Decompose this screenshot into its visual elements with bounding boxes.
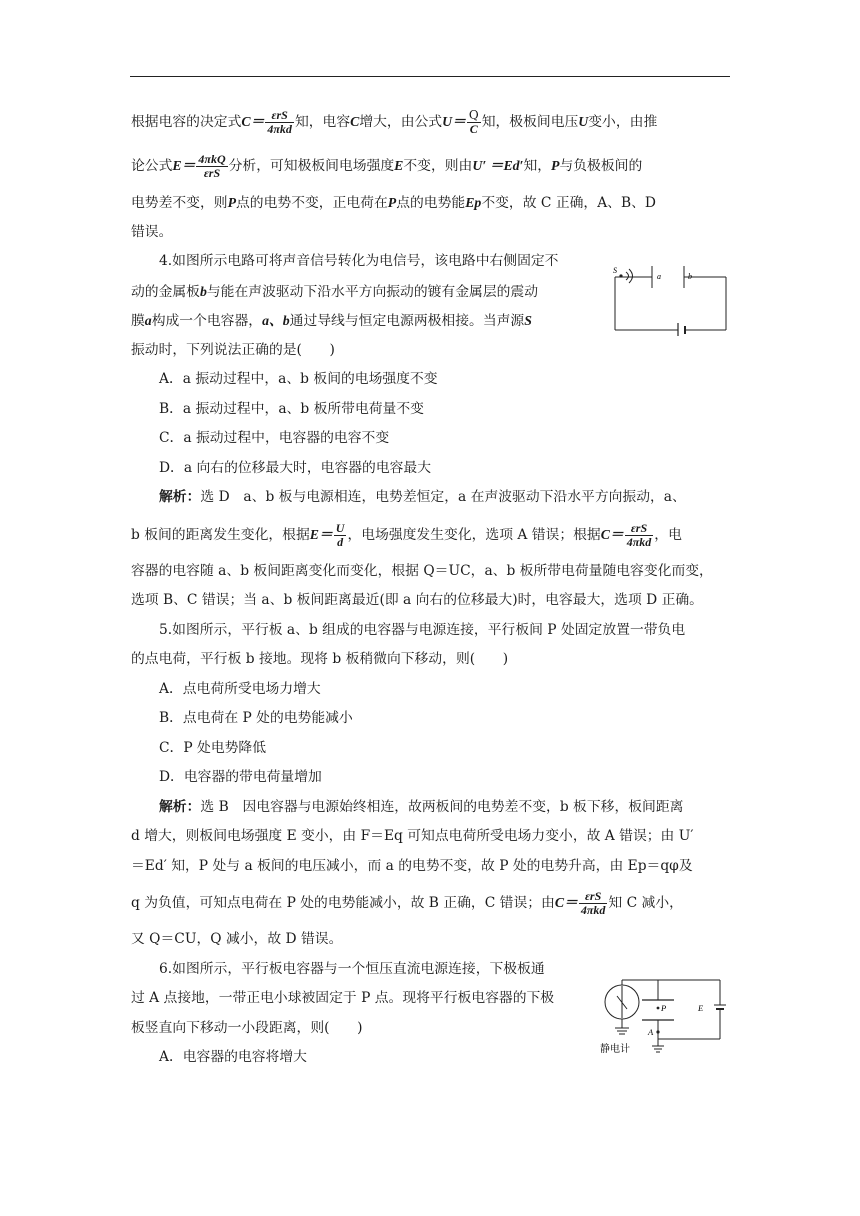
text: B．a 振动过程中，a、b 板所带电荷量不变 [159, 400, 424, 417]
q5-answer-line-3 [131, 852, 731, 882]
text: C．a 振动过程中，电容器的电容不变 [159, 430, 390, 446]
label-a: a [657, 272, 661, 281]
text: 电势差不变，则 [131, 195, 228, 211]
text: 知，极板间电压 [481, 114, 579, 130]
sound-wave-icon [626, 272, 629, 280]
answer-label: 解析： [159, 489, 201, 505]
text: 知 C 减小， [608, 895, 683, 911]
q5-line-1 [131, 616, 731, 646]
text: 通过导线与恒定电源两极相接。当声源 [289, 313, 525, 329]
text: B．点电荷在 P 处的电势能减小 [159, 710, 353, 726]
fraction-capacitance: $\frac{\text{εrS}}{\text{4πkd}}$ [580, 889, 606, 917]
text: b 板间的距离发生变化，根据 [131, 526, 310, 543]
q4-line-1 [131, 247, 629, 277]
q4-line-4 [131, 336, 731, 366]
formula-e: E＝ [309, 526, 333, 542]
text: 知， [523, 158, 552, 174]
text: 构成一个电容器， [151, 313, 263, 329]
q4-option-b [131, 395, 731, 425]
var-ab: a、b [262, 313, 290, 328]
text: 振动时，下列说法正确的是( ) [131, 341, 335, 358]
text: 膜 [131, 313, 145, 329]
var-e: E [394, 158, 404, 173]
intro-line-3 [131, 188, 731, 218]
var-p: P [551, 158, 560, 173]
text: 与能在声波驱动下沿水平方向振动的镀有金属层的震动 [206, 283, 539, 300]
fraction-field: $\frac{\text{4πkQ}}{\text{εrS}}$ [198, 152, 226, 180]
text: 板竖直向下移动一小段距离，则( ) [131, 1019, 363, 1036]
label-a-point: A [648, 1027, 654, 1037]
formula-e: E＝ [172, 158, 196, 173]
text: ＝Ed′ 知，P 处与 a 板间的电压减小，而 a 的电势不变，故 P 处的电势升高，由 Ep＝qφ及 [131, 857, 693, 874]
text: 选项 B、C 错误；当 a、b 板间距离最近(即 a 向右的位移最大)时，电容最大，选项 D 正确。 [131, 592, 703, 608]
document-body [131, 100, 731, 1073]
q4-option-c [131, 424, 731, 454]
label-s: S [613, 266, 617, 275]
q4-line-3 [131, 306, 601, 336]
sound-wave-icon [629, 269, 633, 283]
text: A．a 振动过程中，a、b 板间的电场强度不变 [159, 371, 438, 387]
fraction-capacitance: $\frac{\text{εrS}}{\text{4πkd}}$ [267, 108, 292, 136]
fraction-voltage: $\frac{Q}{C}$ [468, 108, 479, 136]
q5-option-d [131, 763, 731, 793]
q4-line-2 [131, 277, 601, 307]
text: 5.如图所示，平行板 a、b 组成的电容器与电源连接，平行板间 P 处固定放置一带负电 [159, 621, 686, 638]
text: 不变，则由 [403, 158, 473, 174]
var-a: a [144, 313, 152, 328]
text: 与负极板间的 [559, 158, 643, 174]
text: 变小，由推 [588, 114, 658, 130]
intro-line-1 [131, 100, 731, 144]
var-u: U [578, 114, 589, 129]
text: 点的电势能 [396, 195, 466, 211]
q5-answer-line-1 [131, 793, 731, 823]
fraction-u-over-d: $\frac{U}{d}$ [335, 520, 345, 549]
text: A．点电荷所受电场力增大 [159, 680, 321, 697]
text: 选 D a、b 板与电源相连，电势差恒定，a 在声波驱动下沿水平方向振动，a、 [200, 489, 686, 505]
q5-line-2 [131, 645, 731, 675]
text: 错误。 [131, 223, 173, 240]
text: ，电 [654, 526, 682, 543]
fraction-capacitance: $\frac{\text{εrS}}{\text{4πkd}}$ [626, 520, 652, 549]
q6-line-1 [131, 955, 629, 985]
formula-u: U＝ [442, 114, 466, 129]
q4-option-a [131, 365, 731, 395]
q5-option-c [131, 734, 731, 764]
var-s: S [524, 313, 532, 328]
var-c: C [350, 114, 360, 129]
formula-c: C＝ [600, 526, 624, 542]
electroscope-label: 静电计 [600, 1044, 630, 1055]
q4-circuit-figure [612, 264, 737, 336]
text: 增大，由公式 [359, 114, 443, 130]
text: 容器的电容随 a、b 板间距离变化而变化，根据 Q＝UC，a、b 板所带电荷量随电容变化而变， [131, 562, 713, 579]
q5-answer-line-4 [131, 881, 731, 925]
text: q 为负值，可知点电荷在 P 处的电势能减小，故 B 正确，C 错误；由 [131, 895, 555, 911]
label-e: E [698, 1003, 704, 1013]
text: ，电场强度发生变化，选项 A 错误；根据 [347, 526, 601, 543]
text: 选 B 因电容器与电源始终相连，故两板间的电势差不变，b 板下移，板间距离 [200, 798, 684, 815]
text: 6.如图所示，平行板电容器与一个恒压直流电源连接，下极板通 [159, 960, 545, 977]
formula-c: C＝ [554, 895, 578, 910]
var-b: b [199, 283, 207, 299]
formula-c: C＝ [241, 114, 265, 129]
text: 点的电势不变，正电荷在 [236, 195, 388, 211]
q4-option-d [131, 454, 731, 484]
text: 的点电荷，平行板 b 接地。现将 b 板稍微向下移动，则( ) [131, 651, 509, 667]
q4-answer-line-3 [131, 557, 731, 587]
text: 动的金属板 [131, 283, 200, 300]
text: D．电容器的带电荷量增加 [159, 769, 322, 785]
text: D．a 向右的位移最大时，电容器的电容最大 [159, 459, 432, 476]
var-ep: Ep [465, 195, 482, 210]
text: 不变，故 C 正确，A、B、D [481, 195, 656, 211]
text: 过 A 点接地，一带正电小球被固定于 P 点。现将平行板电容器的下极 [131, 990, 555, 1006]
intro-line-4 [131, 218, 731, 248]
answer-label: 解析： [159, 798, 201, 815]
text: 分析，可知极板间电场强度 [228, 158, 395, 174]
q4-answer-line-4 [131, 586, 731, 616]
q5-answer-line-2 [131, 822, 731, 852]
q5-answer-line-5 [131, 925, 731, 955]
text: C．P 处电势降低 [159, 739, 267, 756]
intro-line-2 [131, 144, 731, 188]
q5-option-b [131, 704, 731, 734]
text: 论公式 [131, 158, 173, 174]
text: d 增大，则板间电场强度 E 变小，由 F＝Eq 可知点电荷所受电场力变小，故 A 错误；由 U′ [131, 828, 694, 844]
label-b: b [688, 272, 692, 281]
header-rule [130, 76, 730, 77]
q5-option-a [131, 675, 731, 705]
text: 又 Q＝CU，Q 减小，故 D 错误。 [131, 931, 343, 947]
q4-answer-line-1 [131, 483, 731, 513]
text: 知，电容 [294, 114, 351, 130]
formula-ued: U′ ＝Ed′ [472, 158, 524, 173]
q4-answer-line-2 [131, 513, 731, 557]
text: 根据电容的决定式 [131, 114, 242, 130]
var-p: P [227, 195, 237, 210]
var-p: P [387, 195, 397, 210]
text: A．电容器的电容将增大 [159, 1049, 307, 1065]
label-p: P [661, 1003, 667, 1013]
q6-circuit-figure [598, 976, 730, 1058]
text: 4.如图所示电路可将声音信号转化为电信号，该电路中右侧固定不 [159, 253, 559, 269]
q6-line-2 [131, 984, 601, 1014]
